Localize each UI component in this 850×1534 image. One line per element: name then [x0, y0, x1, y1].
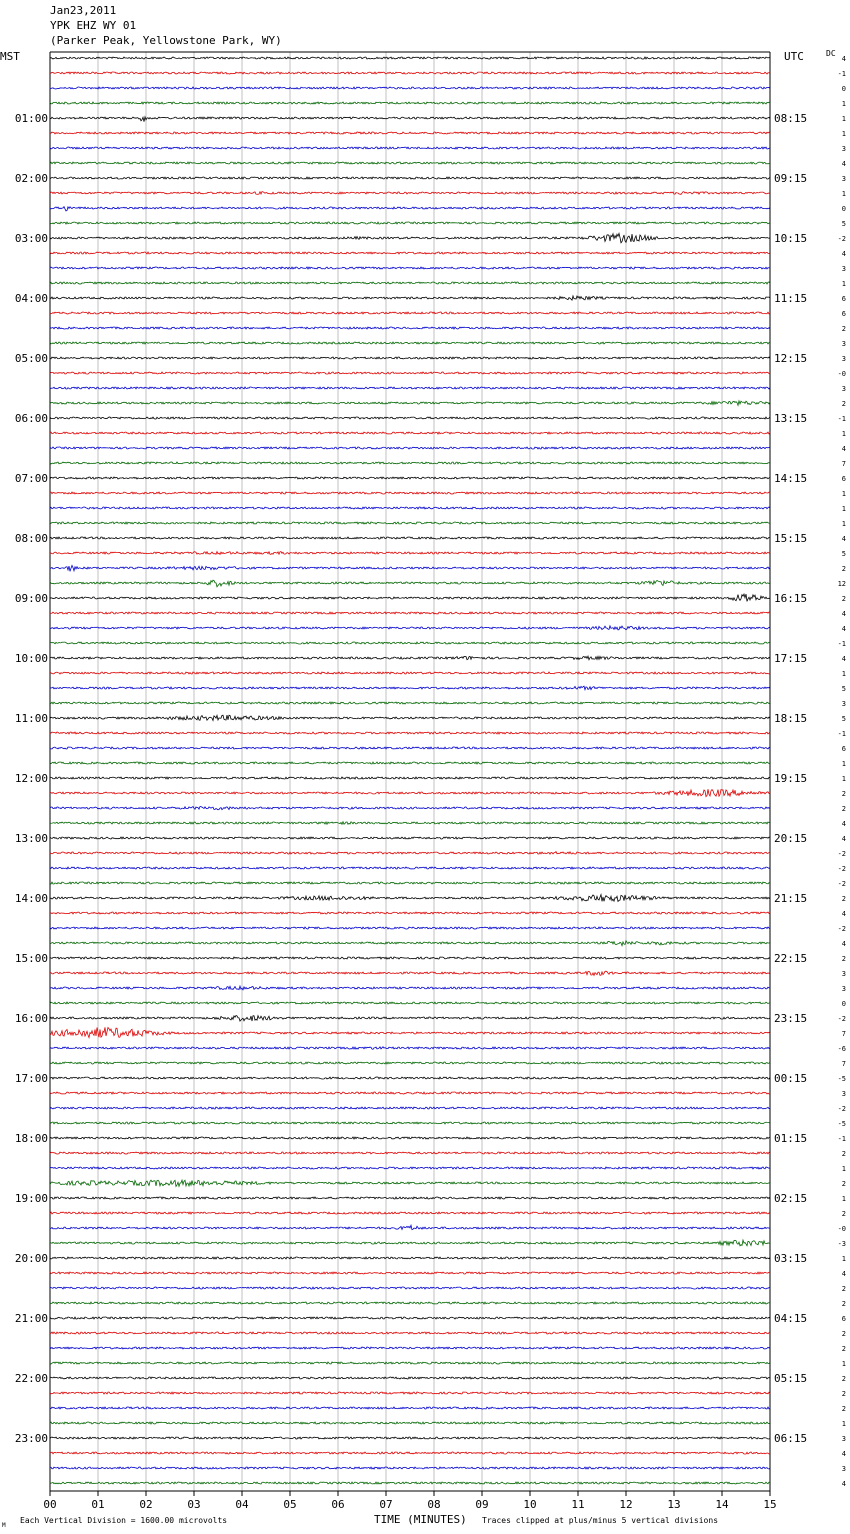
trace-row	[50, 1392, 770, 1394]
trace-row	[50, 565, 770, 571]
dc-offset-value: 3	[841, 1090, 846, 1098]
trace-row	[50, 327, 770, 329]
x-tick-label: 12	[619, 1498, 633, 1511]
mst-hour-label: 23:00	[14, 1432, 48, 1445]
x-tick-label: 11	[571, 1498, 585, 1511]
dc-offset-value: 3	[841, 385, 846, 393]
trace-row	[50, 1240, 770, 1246]
dc-offset-value: 2	[841, 1150, 846, 1158]
trace-row	[50, 132, 770, 134]
trace-row	[50, 1287, 770, 1289]
mst-hour-label: 20:00	[14, 1252, 48, 1265]
trace-row	[50, 702, 770, 704]
dc-offset-value: 4	[841, 535, 846, 543]
trace-row	[50, 656, 770, 660]
mst-hour-label: 09:00	[14, 592, 48, 605]
dc-offset-value: 1	[841, 520, 846, 528]
dc-offset-value: 4	[841, 820, 846, 828]
dc-offset-value: -1	[837, 640, 846, 648]
mst-hour-label: 19:00	[14, 1192, 48, 1205]
trace-row	[50, 1407, 770, 1409]
dc-offset-value: 2	[841, 955, 846, 963]
trace-row	[50, 1422, 770, 1424]
trace-row	[50, 372, 770, 374]
utc-hour-label: 06:15	[774, 1432, 808, 1445]
mst-hour-label: 03:00	[14, 232, 48, 245]
trace-row	[50, 387, 770, 389]
dc-offset-value: 5	[841, 715, 846, 723]
corner-mark: M	[2, 1522, 6, 1529]
dc-offset-value: 2	[841, 805, 846, 813]
trace-row	[50, 789, 770, 796]
trace-row	[50, 807, 770, 810]
trace-row	[50, 1452, 770, 1454]
x-tick-label: 01	[91, 1498, 105, 1511]
dc-offset-value: 4	[841, 910, 846, 918]
mst-hour-label: 06:00	[14, 412, 48, 425]
seismic-traces	[50, 57, 770, 1484]
dc-offset-value: 1	[841, 1420, 846, 1428]
mst-hour-labels	[15, 112, 48, 1445]
dc-offset-value: 1	[841, 1255, 846, 1263]
x-tick-label: 08	[427, 1498, 441, 1511]
trace-row	[50, 477, 770, 479]
trace-row	[50, 1092, 770, 1094]
x-tick-label: 05	[283, 1498, 297, 1511]
dc-offset-value: 2	[841, 1330, 846, 1338]
dc-offset-value: -0	[837, 370, 846, 378]
trace-row	[50, 462, 770, 464]
trace-row	[50, 1062, 770, 1064]
dc-offset-value: 2	[841, 1300, 846, 1308]
trace-row	[50, 72, 770, 74]
utc-hour-label: 00:15	[774, 1072, 808, 1085]
mst-hour-label: 12:00	[14, 772, 48, 785]
trace-row	[50, 672, 770, 674]
dc-offset-value: 2	[841, 1375, 846, 1383]
dc-offset-value: 3	[841, 355, 846, 363]
dc-offset-value: 2	[841, 1180, 846, 1188]
dc-offset-value: 4	[841, 940, 846, 948]
dc-offset-value: 3	[841, 985, 846, 993]
dc-offset-value: -1	[837, 1135, 846, 1143]
utc-hour-label: 11:15	[774, 292, 808, 305]
dc-offset-value: -5	[837, 1075, 846, 1083]
trace-row	[50, 941, 770, 946]
trace-row	[50, 1002, 770, 1004]
dc-offset-value: -2	[837, 1105, 846, 1113]
mst-hour-label: 18:00	[14, 1132, 48, 1145]
x-tick-label: 04	[235, 1498, 249, 1511]
mst-hour-label: 22:00	[14, 1372, 48, 1385]
dc-offset-value: 2	[841, 565, 846, 573]
dc-offset-value: 3	[841, 700, 846, 708]
utc-hour-label: 12:15	[774, 352, 808, 365]
dc-offset-value: 6	[841, 745, 846, 753]
trace-row	[50, 1152, 770, 1154]
trace-row	[50, 927, 770, 929]
dc-offset-value: -3	[837, 1240, 846, 1248]
utc-hour-label: 10:15	[774, 232, 808, 245]
mst-hour-label: 07:00	[14, 472, 48, 485]
mst-hour-label: 16:00	[14, 1012, 48, 1025]
dc-offset-value: 1	[841, 490, 846, 498]
dc-offset-value: 6	[841, 1315, 846, 1323]
trace-row	[50, 1362, 770, 1364]
trace-row	[50, 867, 770, 869]
trace-row	[50, 401, 770, 406]
dc-offset-value: 4	[841, 160, 846, 168]
dc-offset-value: 5	[841, 550, 846, 558]
dc-offset-value: -2	[837, 235, 846, 243]
dc-offset-value: 4	[841, 655, 846, 663]
trace-row	[50, 252, 770, 254]
dc-offset-value: 2	[841, 895, 846, 903]
utc-hour-label: 01:15	[774, 1132, 808, 1145]
trace-row	[50, 342, 770, 344]
utc-hour-label: 03:15	[774, 1252, 808, 1265]
dc-offset-value: 12	[837, 580, 846, 588]
utc-hour-label: 17:15	[774, 652, 808, 665]
mst-hour-label: 04:00	[14, 292, 48, 305]
dc-offset-header: DC	[826, 49, 836, 58]
dc-offset-value: 2	[841, 1405, 846, 1413]
x-tick-label: 15	[763, 1498, 777, 1511]
trace-row	[50, 552, 770, 555]
dc-offset-value: 1	[841, 1165, 846, 1173]
trace-row	[50, 1047, 770, 1050]
dc-offset-value: 1	[841, 115, 846, 123]
trace-row	[50, 537, 770, 539]
mst-hour-label: 15:00	[14, 952, 48, 965]
dc-offset-value: -2	[837, 1015, 846, 1023]
trace-row	[50, 1377, 770, 1379]
dc-offset-value: 1	[841, 670, 846, 678]
dc-offset-value: -6	[837, 1045, 846, 1053]
dc-offset-value: 1	[841, 1360, 846, 1368]
dc-offset-value: 4	[841, 55, 846, 63]
trace-row	[50, 296, 770, 300]
dc-offset-value: 0	[841, 85, 846, 93]
trace-row	[50, 1197, 770, 1199]
trace-row	[50, 117, 770, 122]
dc-offset-value: 1	[841, 505, 846, 513]
clip-note: Traces clipped at plus/minus 5 vertical divisions	[482, 1516, 719, 1525]
trace-row	[50, 1212, 770, 1214]
utc-hour-label: 04:15	[774, 1312, 808, 1325]
dc-offset-value: 3	[841, 175, 846, 183]
dc-offset-value: 4	[841, 610, 846, 618]
trace-row	[50, 986, 770, 990]
dc-offset-value: 4	[841, 1450, 846, 1458]
x-tick-label: 00	[43, 1498, 57, 1511]
dc-offset-value: 1	[841, 100, 846, 108]
x-axis-ticks	[43, 1491, 776, 1511]
trace-row	[50, 1107, 770, 1109]
utc-hour-label: 16:15	[774, 592, 808, 605]
trace-row	[50, 102, 770, 104]
trace-row	[50, 612, 770, 614]
utc-hour-label: 22:15	[774, 952, 808, 965]
trace-row	[50, 971, 770, 975]
dc-offset-value: 3	[841, 265, 846, 273]
mst-hour-label: 10:00	[14, 652, 48, 665]
dc-offset-value: -2	[837, 865, 846, 873]
x-axis-label: TIME (MINUTES)	[374, 1513, 467, 1526]
dc-offset-value: 2	[841, 325, 846, 333]
trace-row	[50, 895, 770, 902]
x-tick-label: 09	[475, 1498, 489, 1511]
utc-hour-label: 09:15	[774, 172, 808, 185]
trace-row	[50, 147, 770, 149]
trace-row	[50, 432, 770, 434]
dc-offset-value: 0	[841, 205, 846, 213]
trace-row	[50, 1225, 770, 1229]
dc-offset-value: 4	[841, 835, 846, 843]
mst-hour-label: 11:00	[14, 712, 48, 725]
utc-hour-label: 19:15	[774, 772, 808, 785]
dc-offset-value: 1	[841, 775, 846, 783]
trace-row	[50, 87, 770, 89]
dc-offset-value: 1	[841, 1195, 846, 1203]
trace-row	[50, 957, 770, 959]
trace-row	[50, 1137, 770, 1139]
dc-offset-value: -2	[837, 850, 846, 858]
mst-hour-label: 14:00	[14, 892, 48, 905]
trace-row	[50, 1332, 770, 1334]
mst-hour-label: 13:00	[14, 832, 48, 845]
trace-row	[50, 594, 770, 601]
right-timezone-label: UTC	[784, 50, 804, 63]
trace-row	[50, 747, 770, 749]
dc-offset-value: -2	[837, 880, 846, 888]
station-code: YPK EHZ WY 01	[50, 19, 137, 32]
dc-offset-value: 2	[841, 1210, 846, 1218]
dc-offset-value: 2	[841, 1345, 846, 1353]
x-tick-label: 02	[139, 1498, 153, 1511]
dc-offset-value: -5	[837, 1120, 846, 1128]
dc-offset-value: 6	[841, 310, 846, 318]
dc-offset-value: 7	[841, 460, 846, 468]
trace-row	[50, 492, 770, 494]
dc-offset-value: 1	[841, 760, 846, 768]
utc-hour-label: 18:15	[774, 712, 808, 725]
trace-row	[50, 162, 770, 164]
left-timezone-label: MST	[0, 50, 20, 63]
trace-row	[50, 762, 770, 764]
dc-offset-value: 2	[841, 1285, 846, 1293]
utc-hour-label: 14:15	[774, 472, 808, 485]
utc-hour-label: 08:15	[774, 112, 808, 125]
dc-offset-value: 4	[841, 1270, 846, 1278]
dc-offset-value: 7	[841, 1030, 846, 1038]
dc-offset-value: 1	[841, 130, 846, 138]
dc-offset-value: 2	[841, 400, 846, 408]
trace-row	[50, 1302, 770, 1304]
trace-row	[50, 1016, 770, 1022]
trace-row	[50, 1467, 770, 1469]
trace-row	[50, 222, 770, 224]
dc-offset-value: -1	[837, 70, 846, 78]
mst-hour-label: 02:00	[14, 172, 48, 185]
trace-row	[50, 192, 770, 195]
trace-row	[50, 1167, 770, 1169]
trace-row	[50, 882, 770, 884]
trace-row	[50, 1317, 770, 1319]
trace-row	[50, 1180, 770, 1186]
dc-offset-value: 1	[841, 280, 846, 288]
trace-row	[50, 852, 770, 855]
utc-hour-label: 21:15	[774, 892, 808, 905]
x-tick-label: 07	[379, 1498, 393, 1511]
trace-row	[50, 417, 770, 419]
trace-row	[50, 822, 770, 825]
record-date: Jan23,2011	[50, 4, 117, 17]
utc-hour-label: 15:15	[774, 532, 808, 545]
utc-hour-label: 20:15	[774, 832, 808, 845]
mst-hour-label: 17:00	[14, 1072, 48, 1085]
dc-offset-value: 4	[841, 250, 846, 258]
trace-row	[50, 1437, 770, 1439]
dc-offset-value: 2	[841, 1390, 846, 1398]
dc-offset-value: 1	[841, 430, 846, 438]
trace-row	[50, 580, 770, 587]
dc-offset-value: 5	[841, 685, 846, 693]
trace-row	[50, 507, 770, 509]
trace-row	[50, 267, 770, 269]
trace-row	[50, 777, 770, 779]
trace-row	[50, 57, 770, 59]
dc-offset-labels	[838, 55, 846, 1488]
x-tick-label: 06	[331, 1498, 345, 1511]
trace-row	[50, 1482, 770, 1484]
dc-offset-value: 5	[841, 220, 846, 228]
dc-offset-value: 4	[841, 445, 846, 453]
trace-row	[50, 177, 770, 179]
trace-row	[50, 1027, 770, 1037]
dc-offset-value: 3	[841, 145, 846, 153]
trace-row	[50, 686, 770, 690]
dc-offset-value: 2	[841, 790, 846, 798]
trace-row	[50, 1257, 770, 1259]
x-tick-label: 13	[667, 1498, 681, 1511]
trace-row	[50, 1077, 770, 1079]
utc-hour-labels	[774, 112, 807, 1445]
mst-hour-label: 05:00	[14, 352, 48, 365]
dc-offset-value: 3	[841, 340, 846, 348]
trace-row	[50, 357, 770, 359]
trace-row	[50, 732, 770, 734]
dc-offset-value: -2	[837, 925, 846, 933]
trace-row	[50, 715, 770, 720]
x-tick-label: 14	[715, 1498, 729, 1511]
dc-offset-value: 7	[841, 1060, 846, 1068]
dc-offset-value: -1	[837, 415, 846, 423]
trace-row	[50, 207, 770, 211]
station-location: (Parker Peak, Yellowstone Park, WY)	[50, 34, 282, 47]
dc-offset-value: 0	[841, 1000, 846, 1008]
dc-offset-value: 2	[841, 595, 846, 603]
trace-row	[50, 1272, 770, 1274]
scale-note: Each Vertical Division = 1600.00 microvolts	[20, 1516, 228, 1525]
trace-row	[50, 1347, 770, 1349]
dc-offset-value: 1	[841, 190, 846, 198]
dc-offset-value: 6	[841, 475, 846, 483]
trace-row	[50, 312, 770, 314]
utc-hour-label: 13:15	[774, 412, 808, 425]
utc-hour-label: 05:15	[774, 1372, 808, 1385]
dc-offset-value: 6	[841, 295, 846, 303]
utc-hour-label: 02:15	[774, 1192, 808, 1205]
trace-row	[50, 912, 770, 914]
trace-row	[50, 282, 770, 284]
trace-row	[50, 522, 770, 524]
trace-row	[50, 626, 770, 630]
dc-offset-value: 4	[841, 625, 846, 633]
trace-row	[50, 233, 770, 242]
trace-row	[50, 1122, 770, 1124]
trace-row	[50, 642, 770, 644]
dc-offset-value: 4	[841, 1480, 846, 1488]
mst-hour-label: 08:00	[14, 532, 48, 545]
dc-offset-value: -1	[837, 730, 846, 738]
mst-hour-label: 21:00	[14, 1312, 48, 1325]
dc-offset-value: -0	[837, 1225, 846, 1233]
mst-hour-label: 01:00	[14, 112, 48, 125]
dc-offset-value: 3	[841, 1465, 846, 1473]
trace-row	[50, 837, 770, 839]
trace-row	[50, 447, 770, 449]
dc-offset-value: 3	[841, 1435, 846, 1443]
x-tick-label: 10	[523, 1498, 537, 1511]
utc-hour-label: 23:15	[774, 1012, 808, 1025]
dc-offset-value: 3	[841, 970, 846, 978]
x-tick-label: 03	[187, 1498, 201, 1511]
